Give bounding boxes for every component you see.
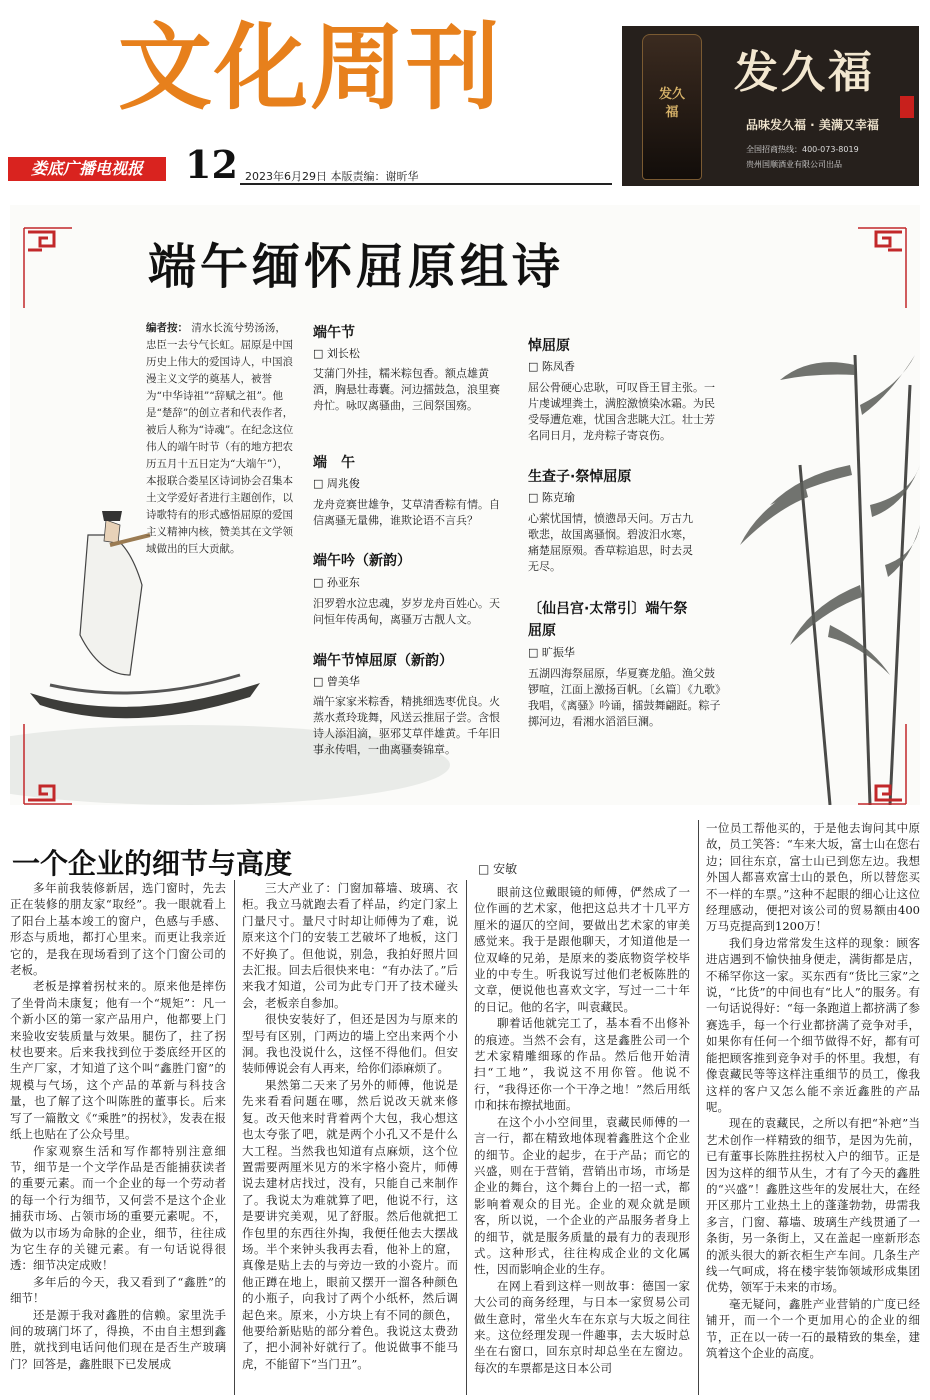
article-paragraph: 聊着话他就完工了，基本看不出修补的痕迹。当然不会有，这是鑫胜公司一个艺术家精雕细琢的作品。然后他开始清扫“工地”，我说这不用你管。他说不行，“我得还你一个干净之地！”然后用纸巾和抹布擦拭地面。 bbox=[474, 1016, 690, 1113]
editor-note bbox=[146, 320, 294, 558]
poem-author: □ 刘长松 bbox=[313, 347, 360, 360]
column-divider bbox=[234, 880, 235, 1395]
frame-corner-bottom-right bbox=[852, 720, 912, 810]
article-paragraph: 很快安装好了，但还是因为与原来的型号有区别，门两边的墙上空出来两个小洞。我也没说什么，这怪不得他们。但安装师傅说会有人再来，给你们添麻烦了。 bbox=[242, 1012, 458, 1076]
poem-title: 〔仙吕宫·太常引〕端午祭屈原 bbox=[528, 601, 688, 639]
article-paragraph: 还是源于我对鑫胜的信赖。家里洗手间的玻璃门坏了，得换，不由自主想到鑫胜，就找到电话问他们现在是否生产玻璃门？回答是，鑫胜眼下已发展成 bbox=[10, 1307, 226, 1371]
article-paragraph: 我们身边常常发生这样的现象：顾客进店遇到不愉快抽身便走，满街都是店，不稀罕你这一家。买东西有“货比三家”之说，“比货”的中间也有“比人”的服务。有一句话说得好：“每一条跑道上都挤满了参赛选手，每一个行业都挤满了竞争对手，如果你有任何一个细节做得不好，都有可能把顾客推到竞争对手的怀里。我想，有像袁藏民等等这样注重细节的员工，像我这样的客户又怎么能不亲近鑫胜的产品呢。 bbox=[706, 935, 920, 1114]
masthead-title: 文化周刊 bbox=[118, 14, 503, 123]
poem-title: 端午节悼屈原（新韵） bbox=[313, 653, 453, 669]
poem-author: □ 旷振华 bbox=[528, 646, 575, 659]
bottle-label: 发久福 bbox=[658, 87, 685, 120]
article-column-1 bbox=[10, 880, 226, 1398]
frame-corner-top-left bbox=[18, 222, 78, 312]
poem-title: 端午吟（新韵） bbox=[313, 553, 411, 569]
station-name: 娄底广播电视报 bbox=[8, 157, 166, 181]
frame-corner-bottom-left bbox=[18, 720, 78, 810]
article-paragraph: 眼前这位戴眼镜的师傅，俨然成了一位作画的艺术家，他把这总共才十几平方厘米的逼仄的空间，要做出艺术家的审美感觉来。我于是跟他聊天，才知道他是一位双峰的兄弟，是原来的娄底物资学校毕业的中专生。听我说写过他们老板陈胜的文章，便说他也喜欢文字，写过一二十年的日记。他的名字，叫袁藏民。 bbox=[474, 885, 690, 1014]
article-paragraph: 毫无疑问，鑫胜产业营销的广度已经铺开，而一个一个更加用心的企业的细节，正在以一砖一石的最精致的集垒，建筑着这个企业的高度。 bbox=[706, 1296, 920, 1360]
article-paragraph: 在这个小小空间里，袁藏民师傅的一言一行，都在精致地体现着鑫胜这个企业的细节。企业的起步，在于产品；而它的兴盛，则在于营销，营销出市场，市场是企业的舞台，这个舞台上的一招一式，都影响着观众的目光。企业的观众就是顾客，所以说，一个企业的产品服务者身上的细节，就是服务质量的最有力的表现形式。这种形式，往往构成企业的文化属性，因而影响企业的生存。 bbox=[474, 1114, 690, 1277]
article-paragraph: 三大产业了：门窗加幕墙、玻璃、衣柜。我立马就跑去看了样品，约定门家上门量尺寸。量尺寸时却让师傅为了难，说原来这个门的安装工艺破坏了地板，这门不好换了。但他说，别急，我拍好照片回去汇报。回去后很快来电：“有办法了。”后来我才知道，公司为此专门开了技术碰头会，老板亲自参加。 bbox=[242, 881, 458, 1010]
poem-body: 端午家家米粽香，精挑细选枣优良。火蒸水煮玲珑舞，风送云推屈子尝。含恨诗人添泪滴，驱邪艾草伴雄黄。千年旧事永传唱，一曲离骚奏锦章。 bbox=[313, 695, 500, 756]
article-paragraph: 一位员工帮他买的，于是他去询问其中原故，员工笑答：“车来大坂，富士山在您右边；回往东京，富士山已到您左边。我想外国人都喜欢富士山的景色，所以替您买不一样的车票。”这种不起眼的细心让这位经理感动，便把对该公司的贸易额由400万马克提高到1200万！ bbox=[706, 821, 920, 934]
article-paragraph: 作家观察生活和写作都特别注意细节，细节是一个文学作品是否能捕获读者的重要元素。而一个企业的每一个劳动者的每一个行为细节，又何尝不是这个企业捕获市场、占领市场的重要元素呢。不，做为以市场为命脉的企业，细节，往往成为它生存的关键元素。有一句话说得很透：细节决定成败！ bbox=[10, 1143, 226, 1273]
masthead-rule bbox=[240, 183, 612, 185]
poem-title: 悼屈原 bbox=[528, 338, 570, 354]
poem-body: 五湖四海祭屈原，华夏赛龙船。渔父鼓锣喧，江面上激扬百帆。〔幺篇〕《九歌》我唱，《离骚》吟诵，擂鼓舞翩跹。粽子掷河边，看湘水滔滔巨澜。 bbox=[528, 667, 721, 728]
poem-title: 端 午 bbox=[313, 455, 355, 471]
article-paragraph: 现在的袁藏民，之所以有把“补疤”当艺术创作一样精致的细节，是因为先前，已有董事长陈胜拄拐杖入户的细节。正是因为这样的细节从生，才有了今天的鑫胜的“兴盛”！鑫胜这些年的发展壮大，在经开区那片工业热土上的蓬蓬勃勃，毋需我多言，门窗、幕墙、玻璃生产线贯通了一条街，另一条街上，又在盖起一座新形态的派头很大的新衣柜生产车间。几条生产线一气呵成，将在楼宇装饰领域形成集团优势，领军于未来的市场。 bbox=[706, 1116, 920, 1295]
article-column-4 bbox=[706, 820, 920, 1398]
article-author: □ 安敏 bbox=[478, 862, 518, 876]
poem-author: □ 陈凤香 bbox=[528, 360, 575, 373]
liquor-ad[interactable] bbox=[622, 26, 919, 186]
poem-author: □ 周兆俊 bbox=[313, 477, 360, 490]
poem-author: □ 曾美华 bbox=[313, 675, 360, 688]
feature-title: 端午缅怀屈原组诗 bbox=[148, 239, 565, 295]
poem-body: 龙舟竞赛世雄争，艾草清香粽有情。自信离骚无量佛，谁欺论语不言兵？ bbox=[313, 498, 500, 527]
article-column-2 bbox=[242, 880, 458, 1398]
ad-brand: 发久福 bbox=[734, 47, 875, 98]
poem-title: 生查子·祭悼屈原 bbox=[528, 469, 632, 485]
issue-date-editor: 2023年6月29日 本版责编：谢昕华 bbox=[245, 170, 419, 183]
seal-icon bbox=[900, 96, 914, 118]
frame-corner-top-right bbox=[852, 222, 912, 312]
article-paragraph: 在网上看到这样一则故事：德国一家大公司的商务经理，与日本一家贸易公司做生意时，常坐火车在东京与大坂之间往来。这位经理发现一件趣事，去大坂时总坐在右窗口，回东京时却总坐在左窗边。每次的车票都是这日本公司 bbox=[474, 1278, 690, 1375]
article-paragraph: 老板是撑着拐杖来的。原来他是摔伤了坐骨尚未康复；他有一个“规矩”：凡一个新小区的第一家产品用户，他都要上门来验收安装质量与效果。腿伤了，拄了拐杖也要来。后来我找到位于娄底经开区的生产厂家，才知道了这个叫“鑫胜门窗”的规模与气场，这个产品的革新与科技含量，也了解了这个叫陈胜的董事长。后来写了一篇散文《“乘胜”的拐杖》，发表在报纸上也贴在了公众号里。 bbox=[10, 979, 226, 1142]
poem-title: 端午节 bbox=[313, 325, 355, 341]
article-paragraph: 多年后的今天，我又看到了“鑫胜”的细节！ bbox=[10, 1274, 226, 1306]
ad-company: 贵州国顺酒业有限公司出品 bbox=[746, 160, 842, 169]
poem-author: □ 孙亚东 bbox=[313, 576, 360, 589]
column-divider bbox=[698, 820, 699, 1395]
article-paragraph: 果然第二天来了另外的师傅，他说是先来看看问题在哪，然后说改天就来修复。改天他来时背着两个大包，我心想这也太夸张了吧，就是两个小孔又不是什么大工程。当然我也知道有点麻烦，这个位置需要两厘米见方的米字格小瓷片，师傅说去建材店找过，没有，只能自己来制作了。我说太为难就算了吧，他说不行，这是要讲究美观，见了舒服。然后他就把工作包里的东西往外掏，我便任他去大摆战场。半个来钟头我再去看，他补上的窟，真像是贴上去的与旁边一致的小瓷片。而他正蹲在地上，眼前又摆开一溜各种颜色的小瓶子，向我讨了两个小纸杯，然后调起色来。原来，小方块上有不同的颜色，他要给新贴贴的部分着色。我说这太费劲了，把小洞补好就行了。他说做事不能马虎，不能留下“当门丑”。 bbox=[242, 1077, 458, 1371]
column-divider bbox=[466, 880, 467, 1395]
editor-note-text: 清水长流兮势汤汤，忠臣一去兮气长虹。屈原是中国历史上伟大的爱国诗人，中国浪漫主义文学的奠基人，被誉为“中华诗祖”“辞赋之祖”。他是“楚辞”的创立者和代表作者，被后人称为“诗魂”。在纪念这位伟人的端午时节（有的地方把农历五月十五日定为“大端午”），本报联合娄星区诗词协会召集本土文学爱好者进行主题创作，以诗歌特有的形式感悟屈原的爱国主义精神内核，赞美其在文学领域做出的巨大贡献。 bbox=[146, 322, 294, 555]
article-paragraph: 多年前我装修新居，选门窗时，先去正在装修的朋友家“取经”。我一眼就看上了阳台上基本竣工的窗户，色感与手感、形态与质地，都打心里来。而更让我亲近它的，是我在现场看到了这个门窗公司的老板。 bbox=[10, 881, 226, 978]
poem-author: □ 陈克瑜 bbox=[528, 491, 575, 504]
article-column-3 bbox=[474, 884, 690, 1398]
ad-slogan: 品味发久福 · 美满又幸福 bbox=[746, 118, 879, 132]
poem-body: 屈公骨硬心忠耿，可叹昏王冒主张。一片虔诚埋粪土，满腔激愤染冰霜。为民受辱遭危难，忧国含悲眺大江。壮士芳名同日月，龙舟粽子寄哀伤。 bbox=[528, 381, 715, 442]
issue-number: 12 bbox=[185, 142, 238, 187]
article-title: 一个企业的细节与高度 bbox=[12, 847, 293, 880]
editor-note-label: 编者按： bbox=[146, 322, 188, 334]
poem-body: 心萦忧国情，愤懑昂天问。万古九歌悲，故国离骚悯。碧波汨水寒，痛楚屈原殒。香草粽追思，时去灵无尽。 bbox=[528, 512, 693, 573]
poem-body: 艾蒲门外挂，糯米粽包香。额点雄黄酒，胸悬壮毒囊。河边擂鼓急，浪里赛舟忙。咏叹离骚曲，三闾祭国殇。 bbox=[313, 367, 500, 412]
ad-hotline: 全国招商热线：400-073-8019 bbox=[746, 145, 859, 154]
poem-body: 汨罗碧水泣忠魂，岁岁龙舟百姓心。天问恒年传禹甸，离骚万古靓人文。 bbox=[313, 597, 500, 626]
